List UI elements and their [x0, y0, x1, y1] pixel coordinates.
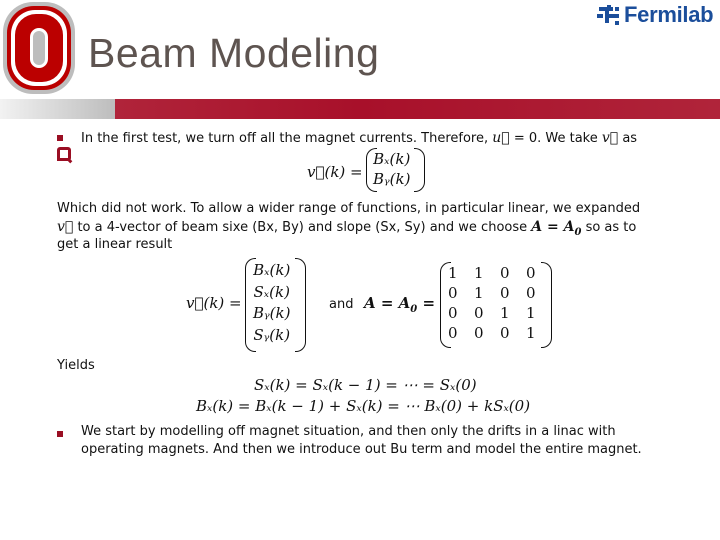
- matrix-cell: 0: [526, 264, 536, 282]
- matrix-cell: 1: [474, 284, 484, 302]
- eq2-lhs: v⃗(k) =: [186, 294, 242, 312]
- bullet-marker: [57, 431, 63, 437]
- page-title: Beam Modeling: [88, 30, 380, 76]
- eq1-vector: Bₓ(k) Bᵧ(k): [373, 150, 411, 188]
- fermilab-wordmark: Fermilab: [624, 2, 714, 27]
- fermilab-logo: [597, 2, 713, 28]
- bullet2-line2: operating magnets. And then we introduce out Bu term and model the entire magnet.: [81, 442, 642, 457]
- eq1-lhs: v⃗(k) =: [307, 163, 363, 181]
- matrix-cell: 0: [448, 324, 458, 342]
- eq2-and: and: [329, 297, 354, 312]
- matrix-cell: 0: [526, 284, 536, 302]
- para1-line1: Which did not work. To allow a wider range of functions, in particular linear, we expanded: [57, 201, 641, 216]
- matrix-cell: 0: [500, 264, 510, 282]
- eq2-matrix-right-paren: [541, 262, 552, 348]
- para1-line3: get a linear result: [57, 237, 173, 252]
- header-divider: [0, 99, 720, 119]
- eq2-vector-right-paren: [295, 258, 306, 352]
- bullet2-line1: We start by modelling off magnet situation, and then only the drifts in a linac with: [81, 424, 616, 439]
- eq1-right-paren: [414, 148, 425, 192]
- matrix-cell: 0: [448, 284, 458, 302]
- yields-label: Yields: [57, 358, 95, 373]
- matrix-cell: 1: [448, 264, 458, 282]
- eq3-line2: Bₓ(k) = Bₓ(k − 1) + Sₓ(k) = ⋯ Bₓ(0) + kSₓ(0): [196, 397, 531, 415]
- university-logo: [0, 0, 78, 96]
- fermilab-mark-icon: [597, 3, 621, 27]
- matrix-cell: 1: [474, 264, 484, 282]
- eq3-line1: Sₓ(k) = Sₓ(k − 1) = ⋯ = Sₓ(0): [254, 376, 477, 394]
- eq2-vector: Bₓ(k) Sₓ(k) Bᵧ(k) Sᵧ(k): [253, 261, 291, 344]
- matrix-cell: 1: [526, 304, 536, 322]
- matrix-cell: 1: [500, 304, 510, 322]
- matrix-cell: 1: [526, 324, 536, 342]
- matrix-cell: 0: [500, 324, 510, 342]
- matrix-cell: 0: [474, 304, 484, 322]
- matrix-cell: 0: [474, 324, 484, 342]
- eq2-matrix-lhs: $A = A_0$ =: [364, 294, 436, 315]
- bullet-marker: [57, 135, 63, 141]
- matrix-cell: 0: [500, 284, 510, 302]
- matrix-cell: 0: [448, 304, 458, 322]
- bullet-marker-large: [57, 147, 71, 161]
- bullet1-text: In the first test, we turn off all the magnet currents. Therefore, u⃗ = 0. We take v⃗ as: [81, 130, 638, 146]
- para1-line2: v⃗ to a 4-vector of beam sixe (Bx, By) and slope (Sx, Sy) and we choose $A = A_0$ so as to: [57, 219, 637, 238]
